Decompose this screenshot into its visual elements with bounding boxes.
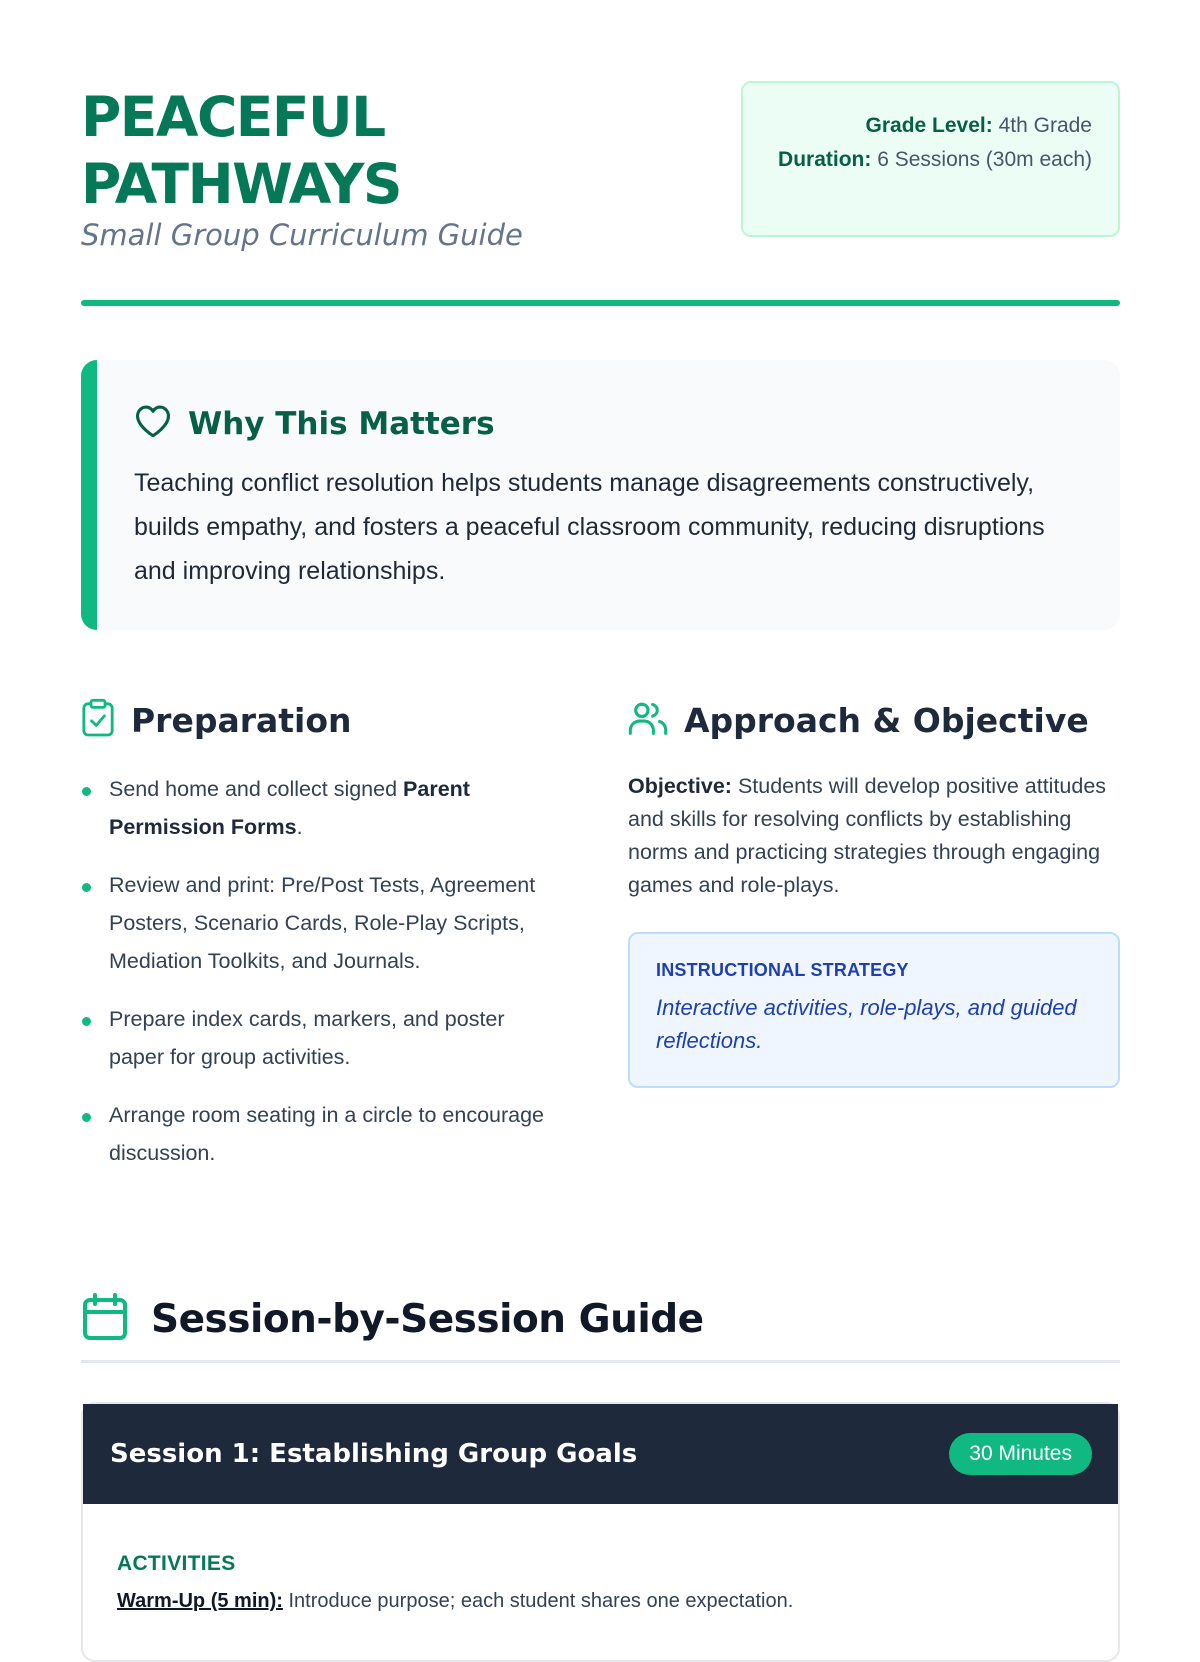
duration-row xyxy=(763,143,1092,177)
preparation-item-text: Review and print: Pre/Post Tests, Agreement Posters, Scenario Cards, Role-Play Scripts, Mediation Toolkits, and Journals. xyxy=(109,873,536,973)
heart-icon xyxy=(134,404,172,443)
grade-level-row xyxy=(763,109,1092,143)
preparation-item-text: Arrange room seating in a circle to encourage discussion. xyxy=(109,1103,545,1165)
why-title: Why This Matters xyxy=(188,405,495,442)
duration-value: 6 Sessions (30m each) xyxy=(877,148,1092,171)
grade-level-label: Grade Level: xyxy=(865,114,993,137)
preparation-item xyxy=(81,1000,561,1076)
preparation-item-text: Prepare index cards, markers, and poster paper for group activities. xyxy=(109,1007,505,1069)
session-title: Session 1: Establishing Group Goals xyxy=(110,1439,638,1469)
preparation-title: Preparation xyxy=(131,700,352,740)
curriculum-page xyxy=(81,0,1120,1612)
preparation-item-suffix: . xyxy=(296,815,303,839)
preparation-item-text: Send home and collect signed xyxy=(109,777,404,801)
preparation-item xyxy=(81,1096,561,1172)
session-guide-title: Session-by-Session Guide xyxy=(151,1297,704,1342)
preparation-section xyxy=(81,698,561,1192)
calendar-icon xyxy=(81,1292,129,1347)
title-line-2: PATHWAYS xyxy=(81,152,402,216)
preparation-list xyxy=(81,770,561,1172)
approach-heading xyxy=(628,698,1120,742)
page-title xyxy=(81,84,401,218)
strategy-label: INSTRUCTIONAL STRATEGY xyxy=(656,960,909,980)
instructional-strategy-box xyxy=(628,932,1120,1088)
session-duration-badge: 30 Minutes xyxy=(949,1433,1092,1475)
why-this-matters-panel xyxy=(81,360,1120,630)
objective-body: Students will develop positive attitudes and skills for resolving conflicts by establishing norms and practicing strategies through engaging games and role-plays. xyxy=(628,774,1107,897)
users-icon xyxy=(628,699,668,742)
grade-level-value: 4th Grade xyxy=(998,114,1092,137)
clipboard-check-icon xyxy=(81,698,115,743)
course-meta-box xyxy=(741,81,1120,237)
why-text: Teaching conflict resolution helps students manage disagreements constructively, builds empathy, and fosters a peaceful classroom community, reducing disruptions and improving relationships. xyxy=(134,469,1045,585)
strategy-text: Interactive activities, role-plays, and guided reflections. xyxy=(656,995,1077,1053)
session-card xyxy=(81,1402,1120,1662)
duration-label: Duration: xyxy=(778,148,872,171)
activity-item xyxy=(117,1586,793,1616)
preparation-item xyxy=(81,866,561,980)
preparation-heading xyxy=(81,698,561,742)
accent-bar xyxy=(81,360,97,630)
approach-section xyxy=(628,698,1120,1088)
session-guide-divider xyxy=(81,1360,1120,1363)
objective-label: Objective: xyxy=(628,774,732,798)
activities-label: ACTIVITIES xyxy=(117,1552,236,1575)
activity-text: Introduce purpose; each student shares one expectation. xyxy=(288,1590,794,1612)
header-divider xyxy=(81,300,1120,306)
session-header xyxy=(83,1404,1118,1504)
preparation-item xyxy=(81,770,561,846)
activity-label: Warm-Up (5 min): xyxy=(117,1590,283,1612)
session-guide-heading xyxy=(81,1292,704,1347)
why-heading xyxy=(134,404,495,443)
approach-title: Approach & Objective xyxy=(684,700,1089,740)
preparation-item-emphasis: Parent Permission Forms xyxy=(109,777,470,839)
title-line-1: PEACEFUL xyxy=(81,85,385,149)
page-subtitle: Small Group Curriculum Guide xyxy=(81,218,523,252)
page-header xyxy=(81,0,1120,307)
objective-text xyxy=(628,770,1120,902)
